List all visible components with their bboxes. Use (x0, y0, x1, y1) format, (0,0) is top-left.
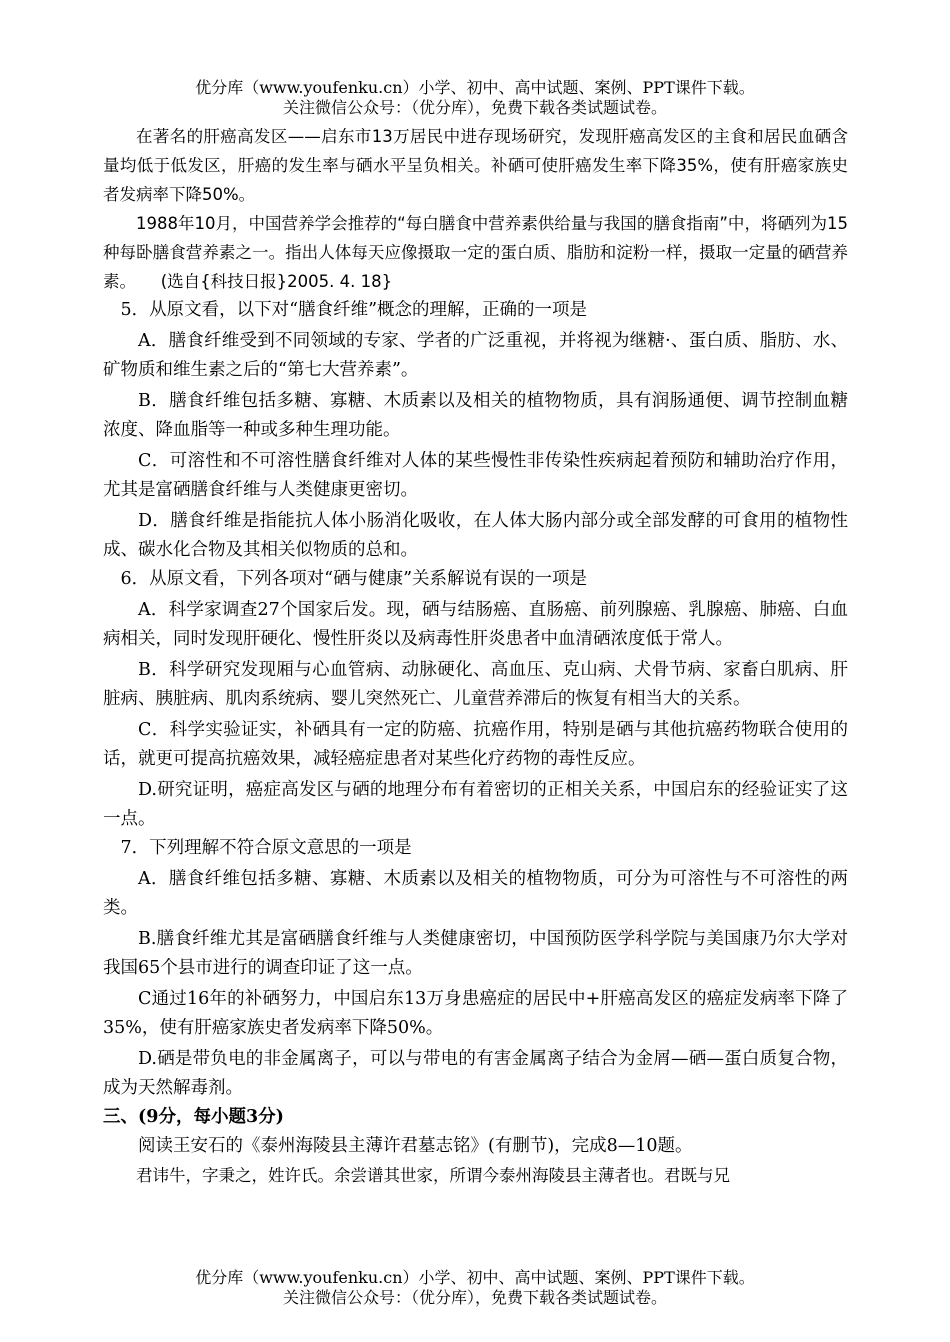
question-6 (103, 565, 848, 834)
option-d: D.硒是带负电的非金属离子，可以与带电的有害金属离子结合为金屑—硒—蛋白质复合物，成为天然解毒剂。 (103, 1049, 848, 1098)
question-5 (103, 296, 848, 565)
footer-line-1: 优分库（www.youfenku.cn）小学、初中、高中试题、案例、PPT课件下载。 (195, 1268, 755, 1287)
passage-paragraph: 1988年10月，中国营养学会推荐的“每白膳食中营养素供给量与我国的膳食指南”中，将硒列为15种每卧膳食营养素之一。指出人体每天应像摄取一定的蛋白质、脂肪和淀粉一样，摄取一定量的硒营养素。 (选自{科技日报}2005. 4. 18} (103, 214, 848, 291)
option-b: B．膳食纤维包括多糖、寡糖、木质素以及相关的植物物质，具有润肠通便、调节控制血糖浓度、降血脂等一种或多种生理功能。 (103, 391, 848, 440)
footer-line-2: 关注微信公众号：（优分库），免费下载各类试题试卷。 (282, 1288, 667, 1307)
option-b: B．科学研究发现厢与心血管病、动脉硬化、高血压、克山病、犬骨节病、家畜白肌病、肝脏病、胰脏病、肌肉系统病、婴儿突然死亡、儿童营养滞后的恢复有相当大的关系。 (103, 660, 848, 709)
section-intro: 阅读王安石的《泰州海陵县主薄许君墓志铭》(有删节)，完成8—10题。 (138, 1136, 693, 1156)
document-body (103, 122, 848, 1190)
option-a: A．科学家调查27个国家后发。现，硒与结肠癌、直肠癌、前列腺癌、乳腺癌、肺癌、白血病相关，同时发现肝硬化、慢性肝炎以及病毒性肝炎患者中血清硒浓度低于常人。 (103, 600, 848, 649)
header-line-2: 关注微信公众号：（优分库），免费下载各类试题试卷。 (282, 98, 667, 117)
question-stem: 6．从原文看，下列各项对“硒与健康”关系解说有误的一项是 (120, 569, 588, 589)
option-b: B.膳食纤维尤其是富硒膳食纤维与人类健康密切，中国预防医学科学院与美国康乃尔大学对我国65个县市进行的调查印证了这一点。 (103, 929, 848, 978)
question-stem: 5．从原文看，以下对“膳食纤维”概念的理解，正确的一项是 (120, 300, 588, 320)
option-d: D.研究证明，癌症高发区与硒的地理分布有着密切的正相关关系，中国启东的经验证实了这一点。 (103, 780, 848, 829)
page-footer (0, 1268, 950, 1308)
question-stem: 7．下列理解不符合原文意思的一项是 (120, 838, 412, 858)
page-header (0, 78, 950, 118)
option-a: A．膳食纤维受到不同领域的专家、学者的广泛重视，并将视为继糖·、蛋白质、脂肪、水、矿物质和维生素之后的“第七大营养素”。 (103, 331, 848, 380)
classical-text: 君讳牛，字秉之，姓许氏。余尝谱其世家，所谓今泰州海陵县主薄者也。君既与兄 (136, 1166, 730, 1185)
question-7 (103, 834, 848, 1103)
header-line-1: 优分库（www.youfenku.cn）小学、初中、高中试题、案例、PPT课件下载。 (195, 78, 755, 97)
option-c: C．可溶性和不可溶性膳食纤维对人体的某些慢性非传染性疾病起着预防和辅助治疗作用，尤其是富硒膳食纤维与人类健康更密切。 (103, 451, 848, 500)
option-c: C通过16年的补硒努力，中国启东13万身患癌症的居民中+肝癌高发区的癌症发病率下降了35%，使有肝癌家族史者发病率下降50%。 (103, 989, 848, 1038)
option-a: A．膳食纤维包括多糖、寡糖、木质素以及相关的植物物质，可分为可溶性与不可溶性的两类。 (103, 869, 848, 918)
section-title: 三、(9分，每小题3分) (103, 1107, 284, 1127)
passage-paragraph: 在著名的肝癌高发区——启东市13万居民中进存现场研究，发现肝癌高发区的主食和居民血硒含量均低于低发区，肝癌的发生率与硒水平呈负相关。补硒可使肝癌发生率下降35%，使有肝癌家族史者发病率下降50%。 (103, 127, 848, 204)
option-c: C．科学实验证实，补硒具有一定的防癌、抗癌作用，特别是硒与其他抗癌药物联合使用的话，就更可提高抗癌效果，减轻癌症患者对某些化疗药物的毒性反应。 (103, 720, 848, 769)
option-d: D．膳食纤维是指能抗人体小肠消化吸收，在人体大肠内部分或全部发酵的可食用的植物性成、碳水化合物及其相关似物质的总和。 (103, 511, 848, 560)
